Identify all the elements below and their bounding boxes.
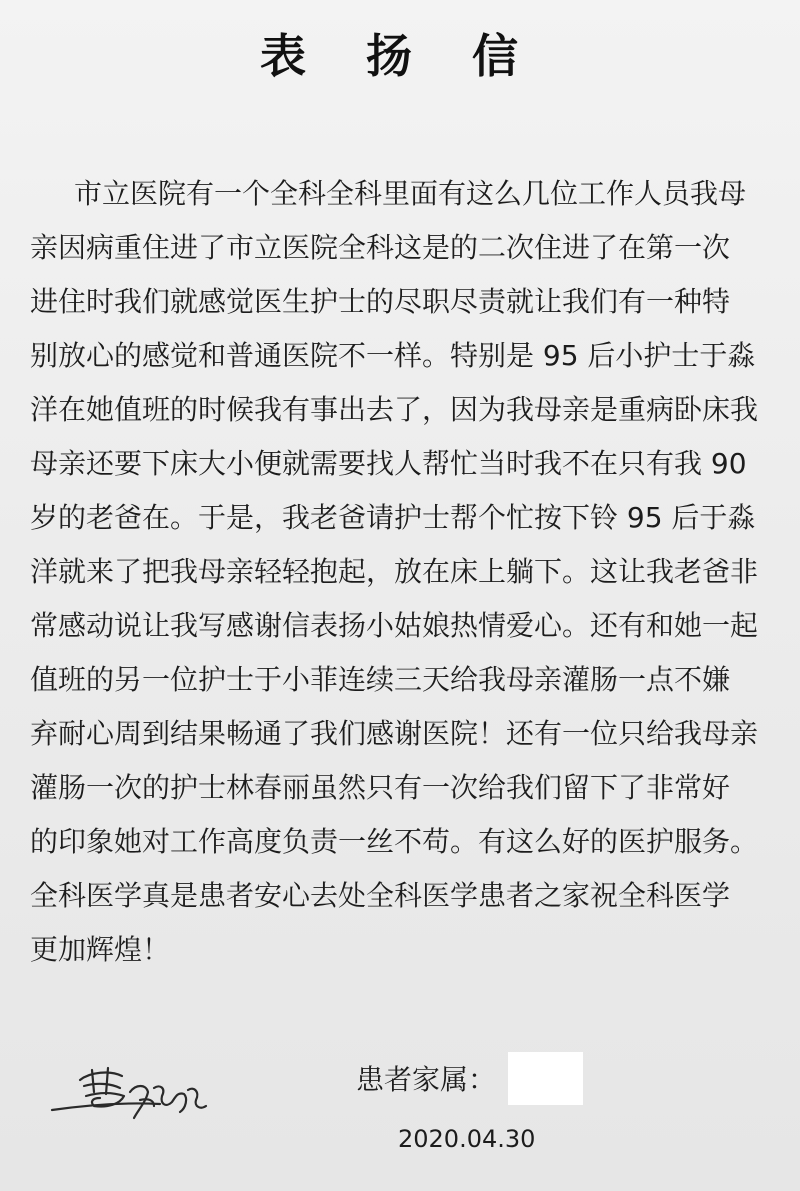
body-line: 的印象她对工作高度负责一丝不苟。有这么好的医护服务。 xyxy=(30,825,759,858)
body-line: 弃耐心周到结果畅通了我们感谢医院！还有一位只给我母亲 xyxy=(30,717,759,750)
letter-date: 2020.04.30 xyxy=(398,1125,536,1153)
body-line: 值班的另一位护士于小菲连续三天给我母亲灌肠一点不嫌 xyxy=(30,663,731,696)
letter-title: 表 扬 信 xyxy=(259,29,541,83)
body-line: 更加辉煌！ xyxy=(30,933,171,966)
body-line: 灌肠一次的护士林春丽虽然只有一次给我们留下了非常好 xyxy=(30,771,731,804)
body-line: 洋在她值班的时候我有事出去了，因为我母亲是重病卧床我 xyxy=(30,393,759,426)
family-member-label: 患者家属： xyxy=(356,1063,497,1096)
body-line: 进住时我们就感觉医生护士的尽职尽责就让我们有一种特 xyxy=(30,285,731,318)
redacted-name-box xyxy=(508,1052,583,1105)
body-line: 亲因病重住进了市立医院全科这是的二次住进了在第一次 xyxy=(30,231,731,264)
body-line: 常感动说让我写感谢信表扬小姑娘热情爱心。还有和她一起 xyxy=(30,609,759,642)
body-line: 别放心的感觉和普通医院不一样。特别是 95 后小护士于淼 xyxy=(30,339,756,372)
body-line: 市立医院有一个全科全科里面有这么几位工作人员我母 xyxy=(74,177,747,210)
body-line: 岁的老爸在。于是，我老爸请护士帮个忙按下铃 95 后于淼 xyxy=(30,501,756,534)
body-line: 洋就来了把我母亲轻轻抱起，放在床上躺下。这让我老爸非 xyxy=(30,555,759,588)
handwritten-signature xyxy=(50,1062,215,1137)
body-line: 全科医学真是患者安心去处全科医学患者之家祝全科医学 xyxy=(30,879,731,912)
body-line: 母亲还要下床大小便就需要找人帮忙当时我不在只有我 90 xyxy=(30,447,747,480)
